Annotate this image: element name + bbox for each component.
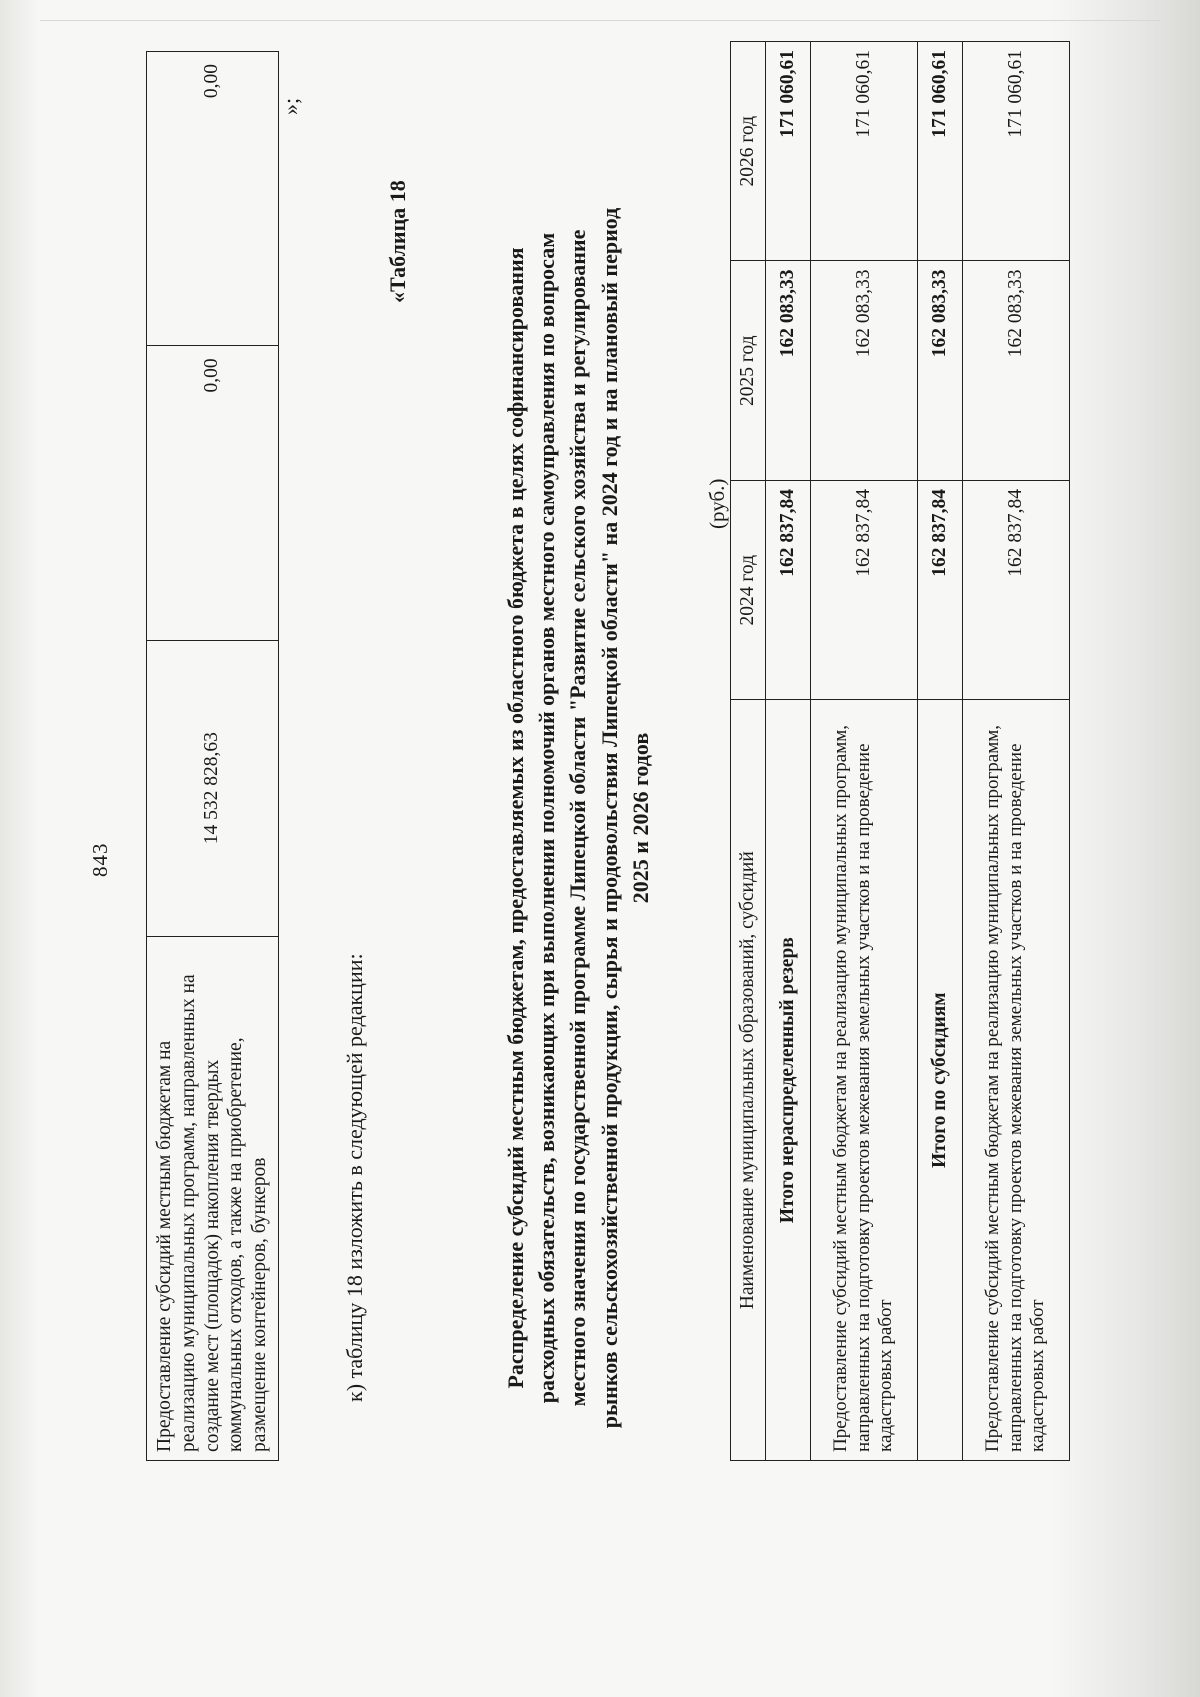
amendment-intro: к) таблицу 18 изложить в следующей редакции: (342, 953, 367, 1402)
subsidies-total-2025: 162 083,33 (918, 261, 963, 480)
header-2024: 2024 год (731, 480, 766, 699)
table-cell-2024: 14 532 828,63 (147, 640, 279, 936)
subsidies-total-label: Итого по субсидиям (918, 700, 963, 1461)
table-cell-name: Предоставление субсидий местным бюджетам на реализацию муниципальных программ, направленных на создание мест (площадок) накопления твердых коммунальных отходов, а также на приобретение, размещение контейнеров, бункеров (147, 936, 279, 1460)
total-subsidy-2026: 171 060,61 (963, 42, 1070, 262)
header-2025: 2025 год (731, 261, 766, 480)
total-subsidy-2024: 162 837,84 (963, 480, 1070, 699)
previous-table (146, 51, 279, 1461)
table-row (811, 42, 918, 1461)
reserve-subsidy-2025: 162 083,33 (811, 261, 918, 480)
closing-quote: »; (278, 97, 303, 115)
reserve-total-row (766, 42, 811, 1461)
table-row (147, 52, 279, 1461)
reserve-subsidy-2024: 162 837,84 (811, 480, 918, 699)
header-name: Наименование муниципальных образований, субсидий (731, 700, 766, 1461)
subsidies-total-2026: 171 060,61 (918, 42, 963, 262)
table-18 (730, 41, 1070, 1461)
subsidies-total-row (918, 42, 963, 1461)
unit-label: (руб.) (705, 478, 729, 529)
total-subsidy-name: Предоставление субсидий местным бюджетам на реализацию муниципальных программ, направленных на подготовку проектов межевания земельных участков и на проведение кадастровых работ (963, 700, 1070, 1461)
table-header-row (731, 42, 766, 1461)
reserve-total-2026: 171 060,61 (766, 42, 811, 262)
table-label: «Таблица 18 (385, 180, 410, 303)
table-row (963, 42, 1070, 1461)
reserve-subsidy-name: Предоставление субсидий местным бюджетам на реализацию муниципальных программ, направленных на подготовку проектов межевания земельных участков и на проведение кадастровых работ (811, 700, 918, 1461)
table-cell-2026: 0,00 (147, 52, 279, 346)
header-2026: 2026 год (731, 42, 766, 262)
table-heading: Распределение субсидий местным бюджетам, предоставляемых из областного бюджета в целях софинансирования расходных обязательств, возникающих при выполнении полномочий органов местного самоуправления по вопросам местного значения по государственной программе Липецкой области "Развитие сельского хозяйства и регулирование рынков сельскохозяйственной продукции, сырья и продовольствия Липецкой области" на 2024 год и на плановый период 2025 и 2026 годов (503, 207, 653, 1429)
subsidies-total-2024: 162 837,84 (918, 480, 963, 699)
reserve-total-2024: 162 837,84 (766, 480, 811, 699)
reserve-subsidy-2026: 171 060,61 (811, 42, 918, 262)
table-cell-2025: 0,00 (147, 346, 279, 640)
page-number: 843 (88, 842, 112, 877)
reserve-total-label: Итого нераспределенный резерв (766, 700, 811, 1461)
total-subsidy-2025: 162 083,33 (963, 261, 1070, 480)
reserve-total-2025: 162 083,33 (766, 261, 811, 480)
